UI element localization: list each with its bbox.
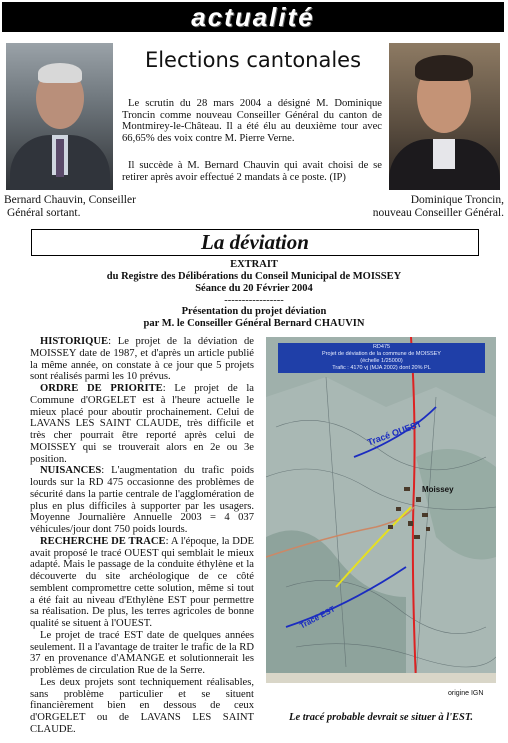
registry-line: du Registre des Délibérations du Conseil Municipal de MOISSEY	[106, 271, 402, 282]
final-paragraph: Les deux projets sont techniquement réalisables, sans problème particulier et se situent financièrement bien en dessous de ceux d'ORGELET ou de LAVANS LES SAINT CLAUDE.	[30, 676, 254, 735]
est-paragraph: Le projet de tracé EST date de quelques années seulement. Il a l'avantage de traiter le trafic de la RD 37 en provenance d'AMANGE et solutionnerait les problèmes de circulation Rue de la Serre.	[30, 629, 254, 676]
ordre-paragraph: ORDRE DE PRIORITE: Le projet de la Commune d'ORGELET est à l'heure actuelle le mieux placé pour aboutir prochainement. Celui de LAVANS LES SAINT CLAUDE, très difficile et très cher pourrait être reporté après celui de MOISSEY qui se trouverait alors en 2e ou 3e position.	[30, 383, 254, 465]
extract-label: EXTRAIT	[230, 259, 278, 270]
map-drawing	[266, 337, 496, 683]
deviation-title: La déviation	[201, 230, 309, 254]
elections-paragraph-2: Il succède à M. Bernard Chauvin qui avait choisi de se retirer après avoir effectué 2 mandats à ce poste. (IP)	[122, 160, 382, 183]
presentation-line-1: Présentation du projet déviation	[181, 306, 327, 317]
map-source: origine IGN	[448, 690, 484, 697]
historique-label: HISTORIQUE	[40, 336, 109, 347]
map-legend: RD475 Projet de déviation de la commune de MOISSEY (échelle 1/25000) Trafic : 4170 vj (MJA 2002) dont 20% PL	[278, 343, 485, 373]
deviation-title-box	[31, 229, 479, 256]
right-caption: Dominique Troncin, nouveau Conseiller Général.	[372, 194, 504, 219]
ouest-route-label: Tracé OUEST	[366, 418, 424, 448]
historique-paragraph: HISTORIQUE: Le projet de la déviation de MOISSEY date de 1987, et d'après un article publié la même année, on constate à ce jour que 5 projets sont réalisés parmi les 10 prévus.	[30, 336, 254, 383]
separator: -----------------	[224, 295, 284, 306]
left-caption: Bernard Chauvin, Conseiller Général sortant.	[4, 194, 136, 219]
ordre-label: ORDRE DE PRIORITE	[40, 383, 163, 394]
nuisances-label: NUISANCES	[40, 465, 102, 477]
session-line: Séance du 20 Février 2004	[195, 283, 313, 294]
map-conclusion: Le tracé probable devrait se situer à l'EST.	[289, 712, 473, 723]
recherche-paragraph: RECHERCHE DE TRACE: A l'époque, la DDE avait proposé le tracé OUEST qui semblait le mieux adapté. Mais le passage de la conduite éthylène et la découverte du site archéologique de ce côté semblent compromettre cette solution, même si tout a été fait au niveau d'Ethylène EST pour permettre sa réalisation. De plus, les terres agricoles de bonne qualité se situent à l'OUEST.	[30, 535, 255, 629]
presentation-line-2: par M. le Conseiller Général Bernard CHAUVIN	[143, 318, 365, 329]
section-title: actualité	[191, 2, 315, 32]
est-route-label: Tracé EST	[298, 604, 337, 631]
elections-paragraph-1: Le scrutin du 28 mars 2004 a désigné M. Dominique Troncin comme nouveau Conseiller Général du canton de Montmirey-le-Château. Il a été élu au deuxième tour avec 66,65% des voix contre M. Pierre Verne.	[122, 98, 382, 144]
deviation-map	[266, 337, 496, 683]
recherche-label: RECHERCHE DE TRACE	[40, 535, 166, 547]
deviation-body	[30, 336, 254, 736]
elections-heading: Elections cantonales	[144, 48, 362, 72]
portrait-dominique-troncin	[389, 43, 500, 190]
nuisances-paragraph: NUISANCES: L'augmentation du trafic poids lourds sur la RD 475 occasionne des problèmes de sécurité dans la partie centrale de l'agglomération de plus en plus difficiles à supporter par les usagers. Moyenne Journalière Annuelle 2003 = 4 037 véhicules/jour dont 750 poids lourds.	[30, 465, 254, 535]
section-banner	[2, 2, 504, 32]
portrait-bernard-chauvin	[6, 43, 113, 190]
town-label: Moissey	[422, 485, 454, 494]
